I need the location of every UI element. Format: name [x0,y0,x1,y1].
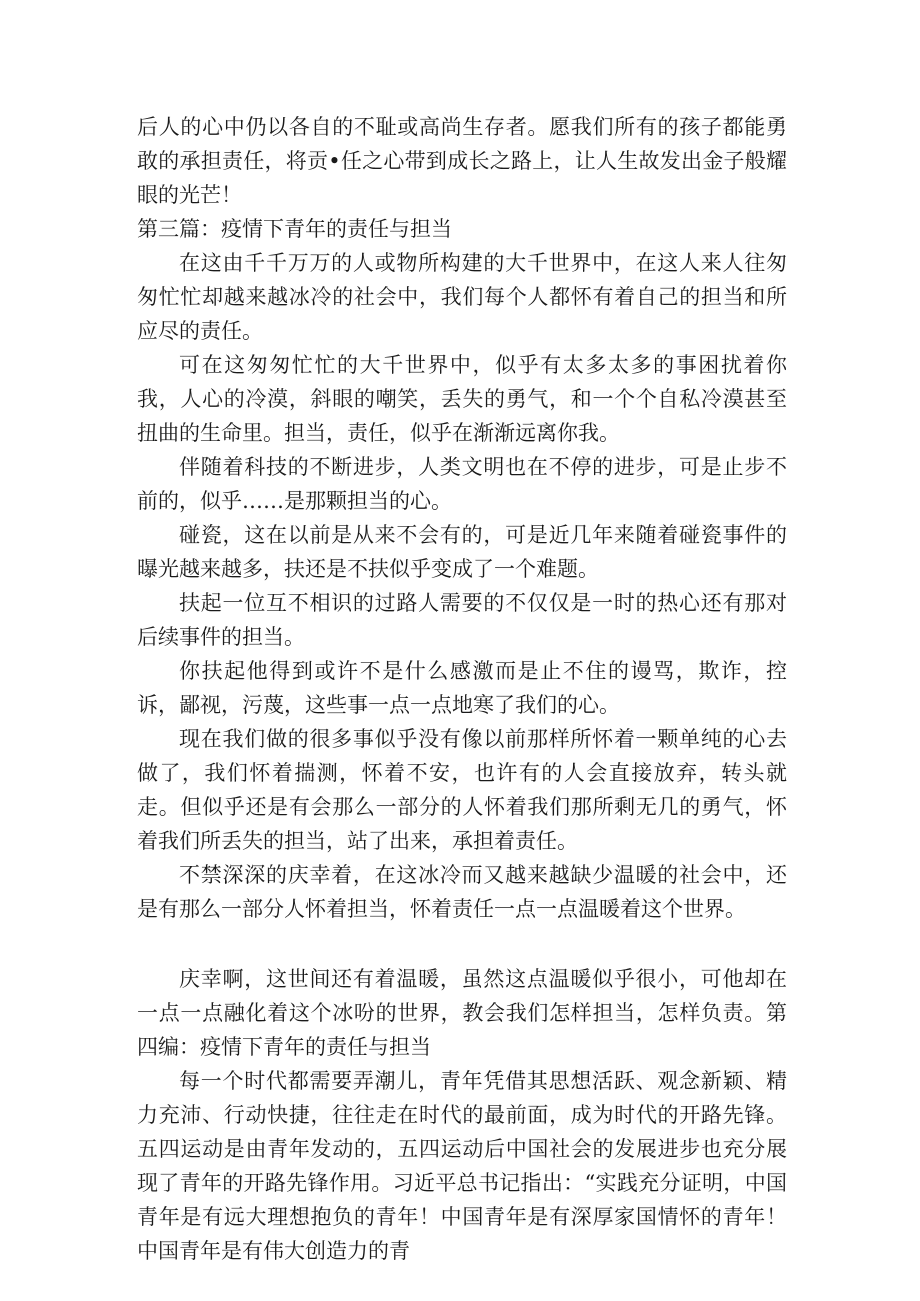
paragraph-1: 后人的心中仍以各自的不耻或高尚生存者。愿我们所有的孩子都能勇敢的承担责任，将贡•任之心带到成长之路上，让人生故发出金子般耀眼的光芒！ [137,115,787,207]
paragraph-10: 不禁深深的庆幸着，在这冰冷而又越来越缺少温暖的社会中，还是有那么一部分人怀着担当，怀着责任一点一点温暖着这个世界。 [137,863,787,921]
paragraph-8: 你扶起他得到或许不是什么感激而是止不住的谩骂，欺诈，控诉，鄙视，污蔑，这些事一点一点地寒了我们的心。 [137,659,787,717]
paragraph-gap [137,926,787,962]
paragraph-9: 现在我们做的很多事似乎没有像以前那样所怀着一颗单纯的心去做了，我们怀着揣测，怀着不安，也许有的人会直接放弃，转头就走。但似乎还是有会那么一部分的人怀着我们那所剩无几的勇气，怀着我们所丢失的担当，站了出来，承担着责任。 [137,727,787,853]
paragraph-3: 在这由千千万万的人或物所构建的大千世界中，在这人来人往匆匆忙忙却越来越冰冷的社会中，我们每个人都怀有着自己的担当和所应尽的责任。 [137,251,787,343]
paragraph-4: 可在这匆匆忙忙的大千世界中，似乎有太多太多的事困扰着你我，人心的冷漠，斜眼的嘲笑，丢失的勇气，和一个个自私冷漠甚至扭曲的生命里。担当，责任，似乎在渐渐远离你我。 [137,353,787,445]
paragraph-6: 碰瓷，这在以前是从来不会有的，可是近几年来随着碰瓷事件的曝光越来越多，扶还是不扶似乎变成了一个难题。 [137,523,787,581]
paragraph-7: 扶起一位互不相识的过路人需要的不仅仅是一时的热心还有那对后续事件的担当。 [137,591,787,649]
paragraph-5: 伴随着科技的不断进步，人类文明也在不停的进步，可是止步不前的，似乎……是那颗担当的心。 [137,455,787,513]
paragraph-12: 每一个时代都需要弄潮儿，青年凭借其思想活跃、观念新颖、精力充沛、行动快捷，往往走在时代的最前面，成为时代的开路先锋。五四运动是由青年发动的，五四运动后中国社会的发展进步也充分展现了青年的开路先锋作用。习近平总书记指出：“实践充分证明，中国青年是有远大理想抱负的青年！中国青年是有深厚家国情怀的青年！中国青年是有伟大创造力的青 [137,1069,787,1263]
document-body [137,110,787,1268]
section-heading-3: 第三篇：疫情下青年的责任与担当 [137,217,452,241]
paragraph-11: 庆幸啊，这世间还有着温暖，虽然这点温暖似乎很小，可他却在一点一点融化着这个冰吩的世界，教会我们怎样担当，怎样负责。第四编：疫情下青年的责任与担当 [137,967,787,1059]
